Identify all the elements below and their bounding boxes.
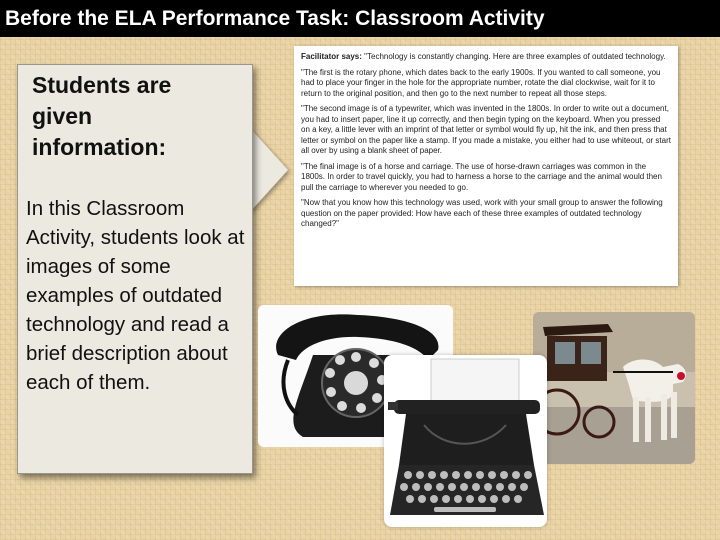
doc-paragraph-typewriter: "The second image is of a typewriter, which was invented in the 1800s. In order to write out a document, you had to insert paper, line it up correctly, and then begin typing on the keyboard. When you pressed on a key, a little lever with an imprint of that letter or symbol would fly up, hit the ink, and then press that letter or symbol on the paper like a stamp. If you made a mistake, you either had to use whiteout, or start all over by using a blank sheet of paper. (301, 104, 671, 155)
callout-heading: Students are given information: (32, 72, 172, 160)
speaker-label: Facilitator says: (301, 52, 362, 61)
horse-carriage-icon (533, 312, 695, 464)
callout-pointer (250, 128, 288, 212)
doc-paragraph-phone: "The first is the rotary phone, which dates back to the early 1900s. If you wanted to call someone, you had to place your finger in the hole for the appropriate number, rotate the dial clockwise, wait for it to return to the original position, and then go to the next number to repeat all those steps. (301, 67, 661, 98)
info-callout (17, 64, 253, 474)
typewriter-icon (384, 355, 547, 527)
doc-paragraph-carriage: "The final image is of a horse and carriage. The use of horse-drawn carriages was common in the 1800s. In order to travel quickly, you had to harness a horse to the carriage and the animal would then pull the carriage to wherever you needed to go. (301, 161, 662, 192)
slide-title: Before the ELA Performance Task: Classroom Activity (0, 0, 720, 37)
horse-carriage-image (533, 312, 695, 464)
typewriter-image (384, 355, 547, 527)
doc-intro-paragraph (301, 52, 671, 63)
callout-body: In this Classroom Activity, students look at images of some examples of outdated technology and read a brief description about each of them. (26, 197, 245, 394)
doc-paragraph-question: "Now that you know how this technology was used, work with your small group to answer the following question on the paper provided: How have each of these three examples of outdated technology changed?" (301, 198, 663, 228)
facilitator-script (294, 46, 678, 286)
doc-intro-text: "Technology is constantly changing. Here are three examples of outdated technology. (364, 52, 666, 61)
